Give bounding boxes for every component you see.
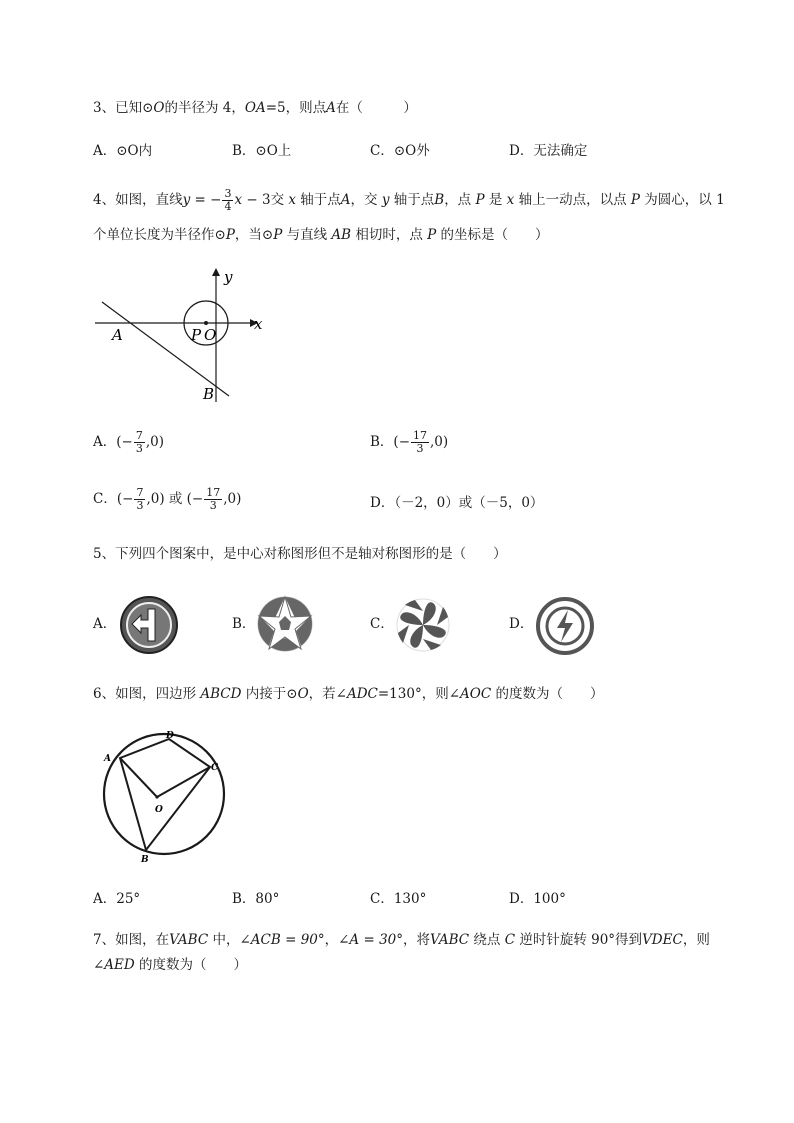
q6-quadrilateral: [120, 739, 210, 850]
q4-figure: [90, 262, 280, 410]
q7-stem-line2: ∠AED 的度数为（ ）: [93, 957, 248, 973]
q3-option-c[interactable]: C．⊙O外: [370, 143, 430, 159]
q4-y-axis-arrow: [212, 268, 220, 276]
q4-line-ab: [102, 302, 229, 396]
q5-stem: 5、下列四个图案中，是中心对称图形但不是轴对称图形的是（ ）: [93, 546, 507, 562]
q6-option-d[interactable]: D．100°: [509, 891, 566, 907]
q4-equation-fraction: $\frac{3}{4}$: [224, 187, 232, 213]
q4-label-p: P: [191, 326, 202, 344]
q6-label-a: A: [104, 754, 111, 764]
q4-option-b[interactable]: B．(− $\frac{17}{3}$ ,0): [370, 429, 449, 455]
q4-label-a: A: [112, 326, 123, 344]
q4-label-o: O: [204, 326, 217, 344]
q4-point-p: [204, 321, 208, 325]
q6-figure: [100, 728, 240, 866]
q4-option-a[interactable]: A．(− $\frac{7}{3}$ ,0): [93, 429, 164, 455]
q4-label-x: x: [254, 315, 263, 333]
q6-option-a[interactable]: A．25°: [93, 891, 141, 907]
q6-option-c[interactable]: C．130°: [370, 891, 427, 907]
q4-stem-line2: 个单位长度为半径作⊙P，当⊙P 与直线 AB 相切时，点 P 的坐标是（ ）: [93, 227, 549, 243]
q6-segment-oc: [157, 767, 210, 797]
q7-stem-line1: 7、如图，在VABC 中，∠ACB = 90°，∠A = 30°，将VABC 绕点 C 逆时针旋转 90°得到VDEC，则: [93, 932, 710, 948]
q4-label-b: B: [203, 385, 215, 403]
turn-arrow-sign-icon[interactable]: [119, 595, 179, 655]
q4-label-y: y: [224, 268, 233, 286]
lightning-circle-icon[interactable]: [535, 596, 595, 656]
q4-option-c[interactable]: C．(− $\frac{7}{3}$ ,0) 或 (− $\frac{17}{3}$ ,0): [93, 486, 242, 512]
q6-label-o: O: [155, 805, 163, 815]
q4-stem-line1: 4、如图，直线y = − $\frac{3}{4}$ x − 3交 x 轴于点A，交 y 轴于点B，点 P 是 x 轴上一动点，以点 P 为圆心，以 1: [93, 187, 725, 213]
q5-option-d-label[interactable]: D．: [509, 616, 534, 632]
q3-option-a[interactable]: A．⊙O内: [93, 143, 153, 159]
q4-option-d[interactable]: D．（－2，0）或（－5，0）: [370, 495, 544, 511]
star-in-circle-icon[interactable]: [256, 595, 314, 653]
q6-stem: 6、如图，四边形 ABCD 内接于⊙O，若∠ADC=130°，则∠AOC 的度数为（ ）: [93, 686, 604, 702]
q6-option-b[interactable]: B．80°: [232, 891, 280, 907]
q6-label-b: B: [141, 855, 149, 865]
q3-stem: 3、已知⊙O的半径为 4，OA=5，则点A在（ ）: [93, 100, 417, 116]
q3-option-d[interactable]: D．无法确定: [509, 143, 588, 159]
q3-option-b[interactable]: B．⊙O上: [232, 143, 292, 159]
four-petal-icon[interactable]: [395, 597, 451, 653]
q6-point-o: [155, 795, 158, 798]
q6-label-c: C: [211, 763, 219, 773]
q6-label-d: D: [166, 731, 174, 741]
q5-option-b-label[interactable]: B．: [232, 616, 256, 632]
q5-option-a-label[interactable]: A．: [93, 616, 117, 632]
q5-option-c-label[interactable]: C．: [370, 616, 394, 632]
